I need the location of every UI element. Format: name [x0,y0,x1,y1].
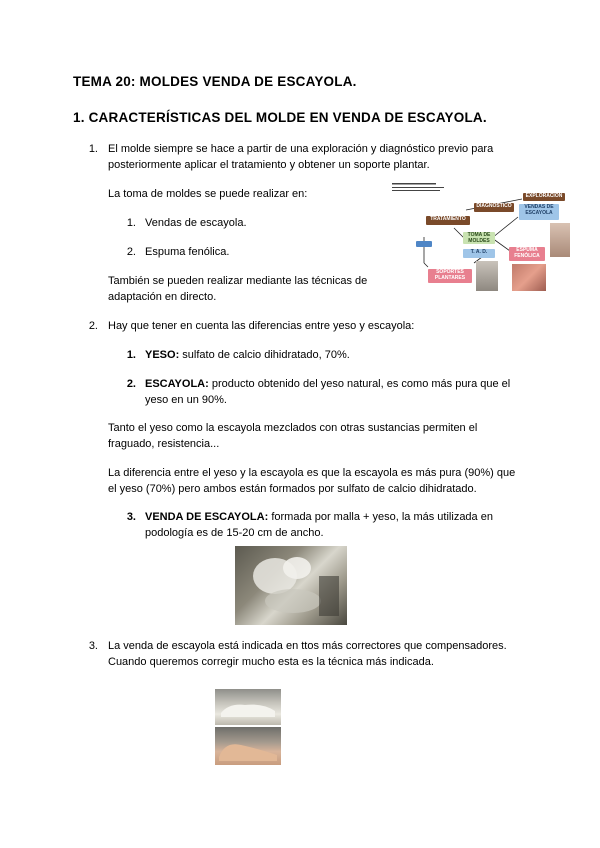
paragraph: el yeso (70%) pero ambos están formados por sulfato de calcio dihidratado. [108,483,477,495]
box-espuma: ESPUMA FENÓLICA [509,247,545,261]
sub-text: ESCAYOLA: producto obtenido del yeso natural, es como más pura que el [145,378,511,390]
item-number: 3. [88,640,98,652]
paragraph: fraguado, resistencia... [108,438,220,450]
workflow-diagram [392,183,570,291]
sub-number: 3. [126,511,136,523]
box-toma-moldes: TOMA DE MOLDES [463,232,495,244]
diagram-photo-foam [512,264,546,291]
sub-text: YESO: sulfato de calcio dihidratado, 70%. [145,349,350,361]
sub-text: Vendas de escayola. [145,217,247,229]
sub-text: Espuma fenólica. [145,246,230,258]
box-exploracion: EXPLORACIÓN [523,193,565,201]
photo-foot [215,727,281,765]
sub-text: yeso en un 90%. [145,394,227,406]
box-vendas: VENDAS DE ESCAYOLA [519,204,559,220]
item-text: La venda de escayola está indicada en ttos más correctores que compensadores. [108,640,507,652]
box-tratamiento: TRATAMIENTO [426,216,470,225]
box-soportes: SOPORTES PLANTARES [428,269,472,283]
sub-text: podología es de 15-20 cm de ancho. [145,527,324,539]
paragraph: Tanto el yeso como la escayola mezclados con otras sustancias permiten el [108,422,478,434]
sub-number: 1. [126,217,136,229]
item-text: posteriormente aplicar el tratamiento y obtener un soporte plantar. [108,159,430,171]
document-title: TEMA 20: MOLDES VENDA DE ESCAYOLA. [73,74,357,89]
photo-plaster-mold [215,689,281,725]
item-number: 2. [88,320,98,332]
section-heading: 1. CARACTERÍSTICAS DEL MOLDE EN VENDA DE ESCAYOLA. [73,110,487,125]
term-label: YESO: [145,349,180,361]
item-text: Hay que tener en cuenta las diferencias entre yeso y escayola: [108,320,415,332]
paragraph: adaptación en directo. [108,291,217,303]
box-tad: T. A. D. [463,249,495,258]
item-text: Cuando queremos corregir mucho esta es la técnica más indicada. [108,656,434,668]
term-label: VENDA DE ESCAYOLA: [145,511,269,523]
paragraph: La toma de moldes se puede realizar en: [108,188,308,200]
diagram-photo-foot [476,261,498,291]
box-diagnostico: DIAGNÓSTICO [474,203,514,212]
photo-shapes [215,689,281,725]
photo-shapes [235,546,347,625]
paragraph: También se pueden realizar mediante las técnicas de [108,275,368,287]
term-label: ESCAYOLA: [145,378,209,390]
item-number: 1. [88,143,98,155]
sub-number: 2. [126,246,136,258]
photo-shapes [215,727,281,765]
sub-number: 2. [126,378,136,390]
item-text: El molde siempre se hace a partir de una exploración y diagnóstico previo para [108,143,494,155]
sub-text: VENDA DE ESCAYOLA: formada por malla + yeso, la más utilizada en [145,511,493,523]
diagram-photo-hand [550,223,570,257]
sub-number: 1. [126,349,136,361]
box-small-blue [416,241,432,247]
photo-plaster-bandage [235,546,347,625]
paragraph: La diferencia entre el yeso y la escayola es que la escayola es más pura (90%) que [108,467,516,479]
